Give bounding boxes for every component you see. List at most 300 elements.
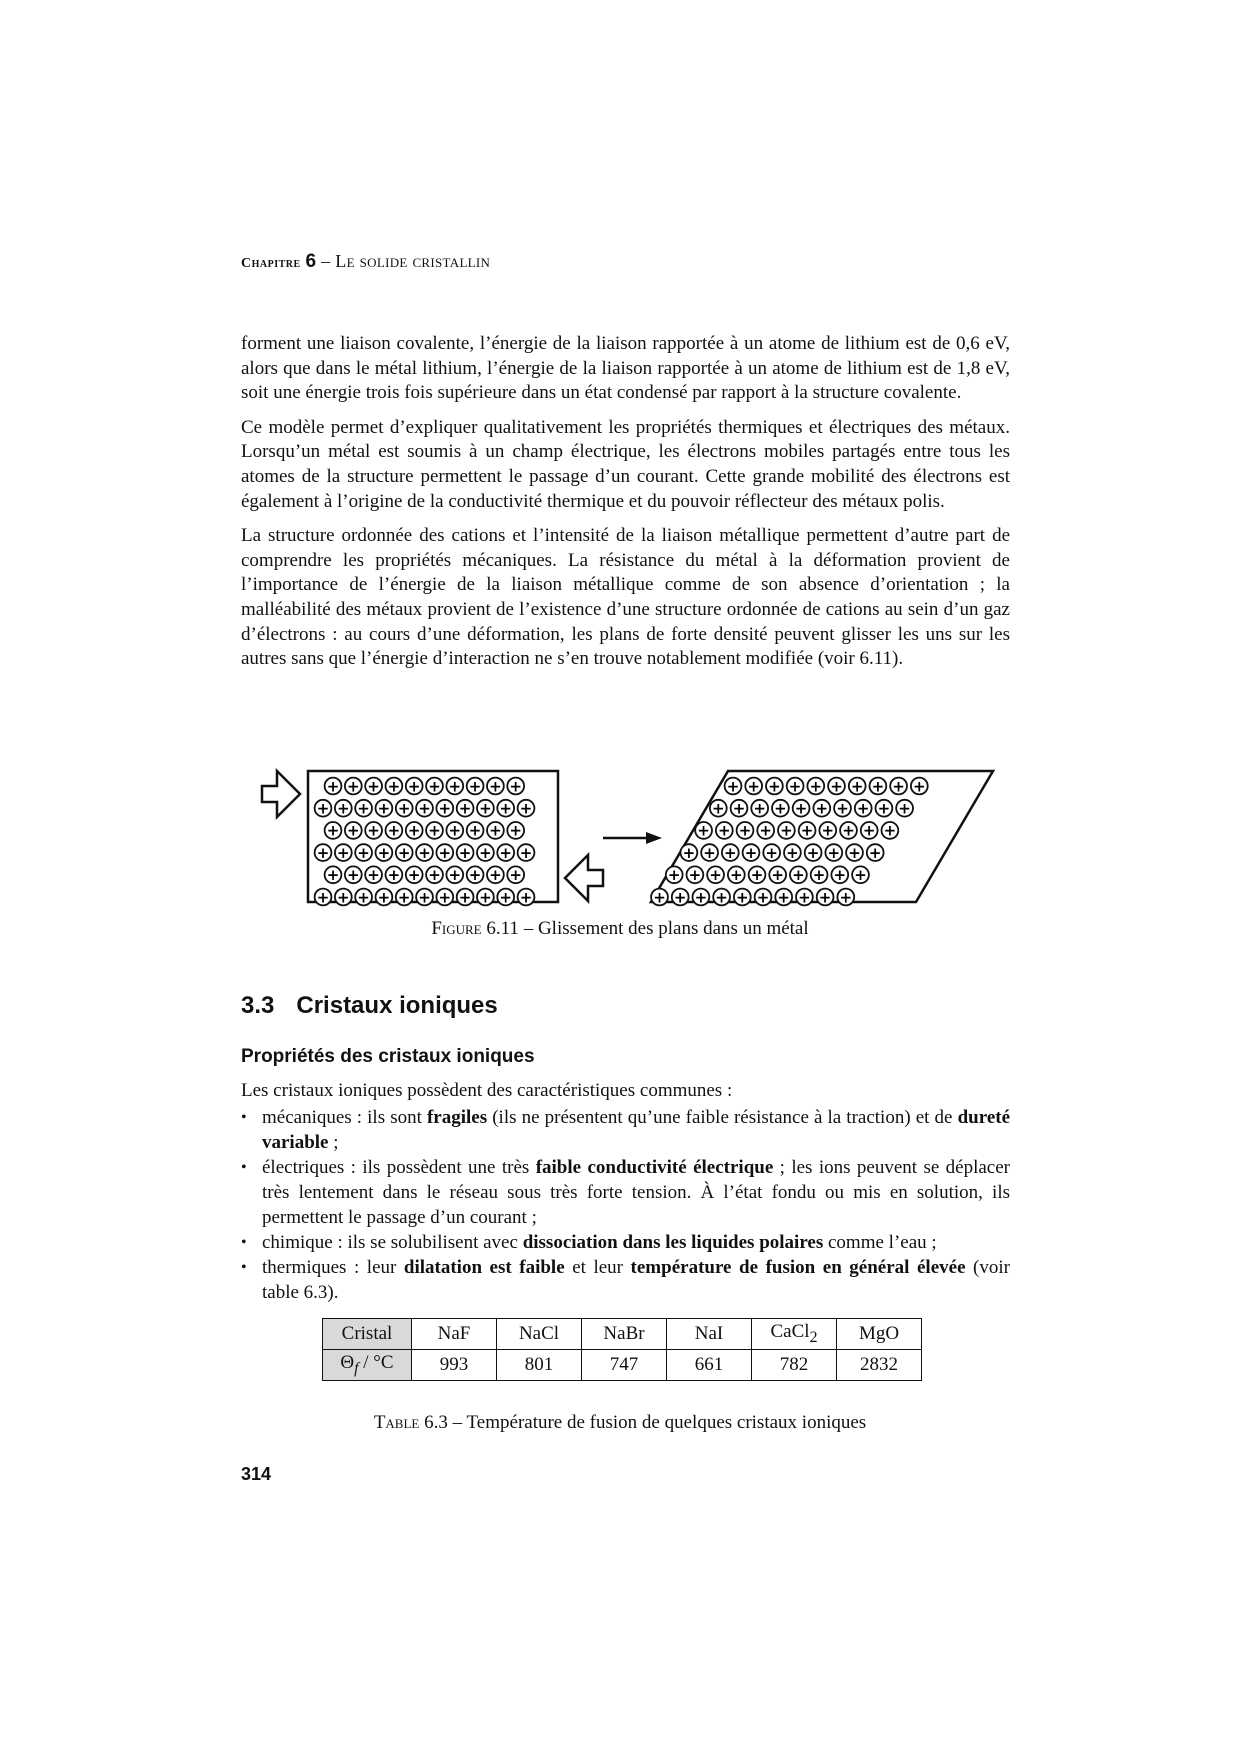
svg-text:+: + [850,777,864,796]
svg-text:+: + [438,843,452,862]
cation-icon [325,866,342,884]
svg-text:+: + [479,799,492,818]
bullet-icon: • [241,1159,247,1176]
cation-icon [713,888,730,906]
cation-icon [315,844,332,862]
svg-text:+: + [367,821,380,840]
svg-text:+: + [839,888,853,907]
svg-text:+: + [812,866,826,885]
subscript: 2 [809,1328,818,1346]
cation-icon [911,777,928,795]
cation-icon [819,822,836,840]
svg-text:+: + [732,799,746,818]
cation-icon [416,888,433,906]
cation-icon [457,800,474,818]
cation-icon [755,888,772,906]
bullet-icon: • [241,1109,247,1126]
header-separator: – [321,251,331,271]
cation-icon [837,888,854,906]
svg-text:+: + [377,888,391,907]
svg-text:+: + [347,821,360,840]
cation-icon [784,844,801,862]
cation-icon [477,800,494,818]
svg-text:+: + [712,799,725,818]
list-item-electrical [241,1155,1010,1230]
table-cell: 661 [667,1350,752,1381]
cation-icon [518,844,535,862]
cation-icon [882,822,899,840]
svg-text:+: + [418,843,431,862]
svg-text:+: + [357,843,370,862]
table-cell: NaI [667,1319,752,1350]
cation-icon [825,844,842,862]
svg-text:+: + [326,777,340,796]
svg-text:+: + [458,888,472,907]
cation-icon [335,800,352,818]
svg-text:+: + [653,888,666,907]
cation-icon [335,888,352,906]
cation-icon [734,888,751,906]
svg-text:+: + [489,821,502,840]
svg-text:+: + [347,866,360,885]
cation-icon [426,866,443,884]
svg-text:+: + [738,821,752,840]
cation-icon [406,822,423,840]
svg-text:+: + [736,888,749,907]
svg-text:+: + [806,843,820,862]
text: et leur [564,1257,631,1278]
text: ; [328,1132,339,1153]
svg-text:+: + [316,843,330,862]
bold-term: faible conductivité électrique [535,1157,774,1178]
cation-icon [666,866,683,884]
table-caption [0,1412,1240,1434]
body-text [241,332,1010,682]
cation-icon [743,844,760,862]
bold-term: dureté variable [262,1107,1011,1153]
cation-icon [507,822,524,840]
cation-icon [876,800,893,818]
svg-text:+: + [397,799,411,818]
theta-symbol: Θ [340,1352,355,1374]
svg-text:+: + [780,821,793,840]
svg-text:+: + [833,866,847,885]
cation-icon [426,822,443,840]
svg-text:+: + [709,866,722,885]
cation-icon [775,888,792,906]
cation-icon [345,822,362,840]
table-cell: NaCl [497,1319,582,1350]
svg-text:+: + [747,777,760,796]
svg-text:+: + [438,799,452,818]
text: (ils ne présentent qu’une faible résistance à la traction) et de [487,1107,958,1128]
cation-icon [345,866,362,884]
cation-icon [355,844,372,862]
text: chimique : ils se solubilisent avec [262,1232,523,1253]
cation-icon [790,866,807,884]
cation-icon [518,888,535,906]
text: ; les ions peuvent se déplacer très lentement dans le réseau sous très forte tension. À l’état fondu ou mis en solution, ils permettent le passage d’un courant ; [262,1157,1010,1228]
running-head [241,251,490,273]
svg-text:+: + [448,777,462,796]
svg-text:+: + [397,888,411,907]
svg-text:+: + [337,799,350,818]
svg-text:+: + [519,888,533,907]
figure-slip-planes [258,766,998,912]
cation-icon [518,800,535,818]
svg-text:+: + [898,799,911,818]
svg-text:+: + [468,821,482,840]
cation-icon [787,777,804,795]
cation-icon [811,866,828,884]
cation-icon [497,800,514,818]
cation-icon [477,844,494,862]
svg-text:+: + [786,843,799,862]
svg-text:+: + [347,777,360,796]
svg-text:+: + [792,866,805,885]
svg-text:+: + [765,843,778,862]
svg-text:+: + [479,888,492,907]
svg-text:+: + [798,888,811,907]
svg-text:+: + [697,821,710,840]
cation-icon [751,800,768,818]
row-label-melting-temp [323,1350,412,1381]
svg-text:+: + [774,799,787,818]
svg-text:+: + [519,843,533,862]
cation-icon [849,777,866,795]
cation-icon [386,777,403,795]
svg-text:+: + [377,843,391,862]
bullet-icon: • [241,1259,247,1276]
svg-text:+: + [357,888,370,907]
svg-text:+: + [694,888,708,907]
paragraph-2: Ce modèle permet d’expliquer qualitativement les propriétés thermiques et électriques des métaux. Lorsqu’un métal est soumis à un champ électrique, les électrons mobiles partagés entre tous les atomes de la structure permettent le passage d’un courant. Cette grande mobilité des électrons est également à l’origine de la conductivité thermique et du pouvoir réflecteur des métaux polis. [241,416,1010,512]
chapter-word: Chapitre [241,256,301,271]
svg-text:+: + [438,888,452,907]
cation-icon [365,777,382,795]
cation-icon [315,888,332,906]
cation-icon [728,866,745,884]
svg-text:+: + [337,888,350,907]
svg-text:+: + [750,866,764,885]
cation-icon [778,822,795,840]
table-cell: NaBr [582,1319,667,1350]
bold-term: fragiles [426,1107,488,1128]
svg-text:+: + [519,799,533,818]
svg-text:+: + [468,777,482,796]
cation-icon [487,777,504,795]
cation-icon [852,866,869,884]
cation-icon [386,822,403,840]
svg-text:+: + [771,866,784,885]
svg-text:+: + [448,866,462,885]
properties-list [241,1105,1010,1305]
cation-icon [813,800,830,818]
list-item-chemical [241,1230,1010,1255]
bullet-icon: • [241,1234,247,1251]
svg-text:+: + [468,866,482,885]
subsection-heading: Propriétés des cristaux ioniques [241,1046,535,1067]
table-caption-label: Table [373,1412,420,1433]
svg-text:+: + [856,799,870,818]
svg-text:+: + [744,843,758,862]
svg-text:+: + [756,888,770,907]
svg-text:+: + [726,777,740,796]
table-cell: 801 [497,1350,582,1381]
svg-text:+: + [337,843,350,862]
cation-icon [716,822,733,840]
cation-icon [325,777,342,795]
chapter-number: 6 [305,251,317,272]
cation-icon [467,822,484,840]
cation-icon [355,800,372,818]
cation-icon [497,888,514,906]
svg-text:+: + [730,866,743,885]
section-title: Cristaux ioniques [296,992,498,1019]
svg-text:+: + [428,777,441,796]
cation-icon [507,866,524,884]
svg-text:+: + [387,821,401,840]
cation-icon [497,844,514,862]
text: mécaniques : ils sont [262,1107,427,1128]
cation-icon [737,822,754,840]
cation-icon [687,866,704,884]
figure-caption [0,918,1240,940]
svg-text:+: + [377,799,391,818]
cation-icon [772,800,789,818]
unit: / °C [358,1352,394,1374]
cation-icon [799,822,816,840]
svg-text:+: + [836,799,849,818]
cation-icon [436,800,453,818]
svg-text:+: + [883,821,897,840]
svg-text:+: + [418,888,431,907]
svg-text:+: + [407,777,421,796]
cation-icon [710,800,727,818]
cation-icon [416,800,433,818]
cation-icon [766,777,783,795]
cation-icon [487,822,504,840]
table-cell: 2832 [837,1350,922,1381]
cation-icon [376,844,393,862]
svg-text:+: + [428,821,441,840]
section-number: 3.3 [241,992,275,1019]
cation-icon [325,822,342,840]
text: (voir table 6.3). [262,1257,1010,1303]
cation-icon [834,800,851,818]
cation-icon [651,888,668,906]
push-arrow-right-icon [565,855,603,901]
text: thermiques : leur [262,1257,404,1278]
svg-text:+: + [448,821,462,840]
cation-icon [315,800,332,818]
cation-icon [693,888,710,906]
cation-icon [828,777,845,795]
svg-text:+: + [848,843,861,862]
svg-text:+: + [357,799,370,818]
cation-icon [807,777,824,795]
cation-icon [406,777,423,795]
cation-icon [436,844,453,862]
svg-text:+: + [367,777,380,796]
svg-text:+: + [407,866,421,885]
svg-text:+: + [682,843,696,862]
svg-text:+: + [499,843,512,862]
svg-text:+: + [862,821,876,840]
svg-text:+: + [509,866,522,885]
table-cell: MgO [837,1319,922,1350]
cation-icon [831,866,848,884]
cation-icon [487,866,504,884]
svg-text:+: + [818,888,832,907]
bold-term: température de fusion en général élevée [630,1257,966,1278]
table-row [323,1350,922,1381]
cation-icon [406,866,423,884]
cation-icon [793,800,810,818]
svg-text:+: + [397,843,411,862]
svg-text:+: + [326,866,340,885]
section-heading [241,992,498,1020]
svg-text:+: + [509,777,522,796]
push-arrow-left-icon [262,771,300,817]
svg-text:+: + [768,777,781,796]
svg-text:+: + [499,888,512,907]
bold-term: dissociation dans les liquides polaires [522,1232,824,1253]
svg-text:+: + [842,821,855,840]
cation-icon [855,800,872,818]
cation-icon [745,777,762,795]
svg-text:+: + [794,799,808,818]
figure-caption-number: 6.11 [486,918,519,939]
svg-text:+: + [809,777,823,796]
table-row [323,1319,922,1350]
cation-icon [701,844,718,862]
table-cell: 782 [752,1350,837,1381]
svg-text:+: + [387,866,401,885]
svg-text:+: + [326,821,340,840]
paragraph-3: La structure ordonnée des cations et l’intensité de la liaison métallique permettent d’autre part de comprendre les propriétés mécaniques. La résistance du métal à la déformation provient de l’importance de l’énergie de la liaison métallique comme de son absence d’orientation ; la malléabilité des métaux provient de l’existence d’une structure ordonnée de cations au sein d’un gaz d’électrons : au cours d’une déformation, les plans de forte densité peuvent glisser les uns sur les autres sans que l’énergie d’interaction ne s’en trouve notablement modifiée (voir 6.11). [241,525,1010,670]
svg-text:+: + [868,843,882,862]
cation-icon [446,822,463,840]
svg-text:+: + [458,799,472,818]
svg-text:+: + [673,888,687,907]
svg-text:+: + [854,866,867,885]
svg-text:+: + [428,866,441,885]
cation-icon [867,844,884,862]
paragraph-1: forment une liaison covalente, l’énergie de la liaison rapportée à un atome de lithium est de 0,6 eV, alors que dans le métal lithium, l’énergie de la liaison rapportée à un atome de lithium est de 1,8 eV, soit une énergie trois fois supérieure dans un état condensé par rapport à la structure covalente. [241,333,1010,404]
svg-text:+: + [800,821,814,840]
cation-icon [386,866,403,884]
svg-text:+: + [759,821,772,840]
formula: CaCl [770,1321,810,1343]
cation-icon [817,888,834,906]
cation-icon [725,777,742,795]
svg-text:+: + [715,888,728,907]
svg-text:+: + [316,888,330,907]
svg-text:+: + [667,866,681,885]
svg-text:+: + [892,777,905,796]
table-caption-number: 6.3 [424,1412,448,1433]
svg-text:+: + [407,821,421,840]
cation-icon [507,777,524,795]
cation-icon [861,822,878,840]
cation-icon [722,844,739,862]
cation-icon [769,866,786,884]
cation-icon [436,888,453,906]
text: électriques : ils possèdent une très [262,1157,536,1178]
cation-icon [426,777,443,795]
svg-text:+: + [753,799,766,818]
cation-icon [757,822,774,840]
cation-icon [896,800,913,818]
cation-icon [840,822,857,840]
row-label-crystal: Cristal [323,1319,412,1350]
svg-text:+: + [458,843,472,862]
svg-text:+: + [815,799,829,818]
cation-icon [681,844,698,862]
cation-icon [467,777,484,795]
svg-text:+: + [688,866,702,885]
svg-text:+: + [367,866,380,885]
figure-caption-label: Figure [431,918,482,939]
list-item-thermal [241,1255,1010,1305]
cation-icon [335,844,352,862]
melting-point-table [322,1318,922,1381]
cation-icon [446,777,463,795]
cation-icon [457,888,474,906]
cation-icon [672,888,689,906]
svg-text:+: + [489,777,502,796]
cation-icon [695,822,712,840]
svg-text:+: + [489,866,502,885]
svg-text:+: + [724,843,737,862]
subscript: f [354,1359,359,1377]
svg-text:+: + [479,843,492,862]
cation-icon [731,800,748,818]
table-cell [752,1319,837,1350]
table-caption-text: – Température de fusion de quelques cristaux ioniques [452,1412,867,1433]
cation-icon [467,866,484,884]
svg-text:+: + [777,888,790,907]
bold-term: dilatation est faible [403,1257,565,1278]
table-cell: 993 [412,1350,497,1381]
svg-text:+: + [418,799,431,818]
svg-text:+: + [509,821,522,840]
svg-text:+: + [316,799,330,818]
cation-icon [376,800,393,818]
svg-text:+: + [718,821,731,840]
cation-icon [749,866,766,884]
cation-icon [707,866,724,884]
cation-icon [846,844,863,862]
cation-icon [396,800,413,818]
svg-text:+: + [703,843,716,862]
cation-icon [796,888,813,906]
cation-icon [365,822,382,840]
svg-text:+: + [387,777,401,796]
svg-text:+: + [827,843,841,862]
cation-icon [396,844,413,862]
svg-text:+: + [821,821,835,840]
cation-icon [376,888,393,906]
cation-icon [446,866,463,884]
cation-icon [345,777,362,795]
svg-text:+: + [871,777,885,796]
cation-icon [396,888,413,906]
table-cell: NaF [412,1319,497,1350]
cation-icon [365,866,382,884]
chapter-title: Le solide cristallin [335,251,491,271]
